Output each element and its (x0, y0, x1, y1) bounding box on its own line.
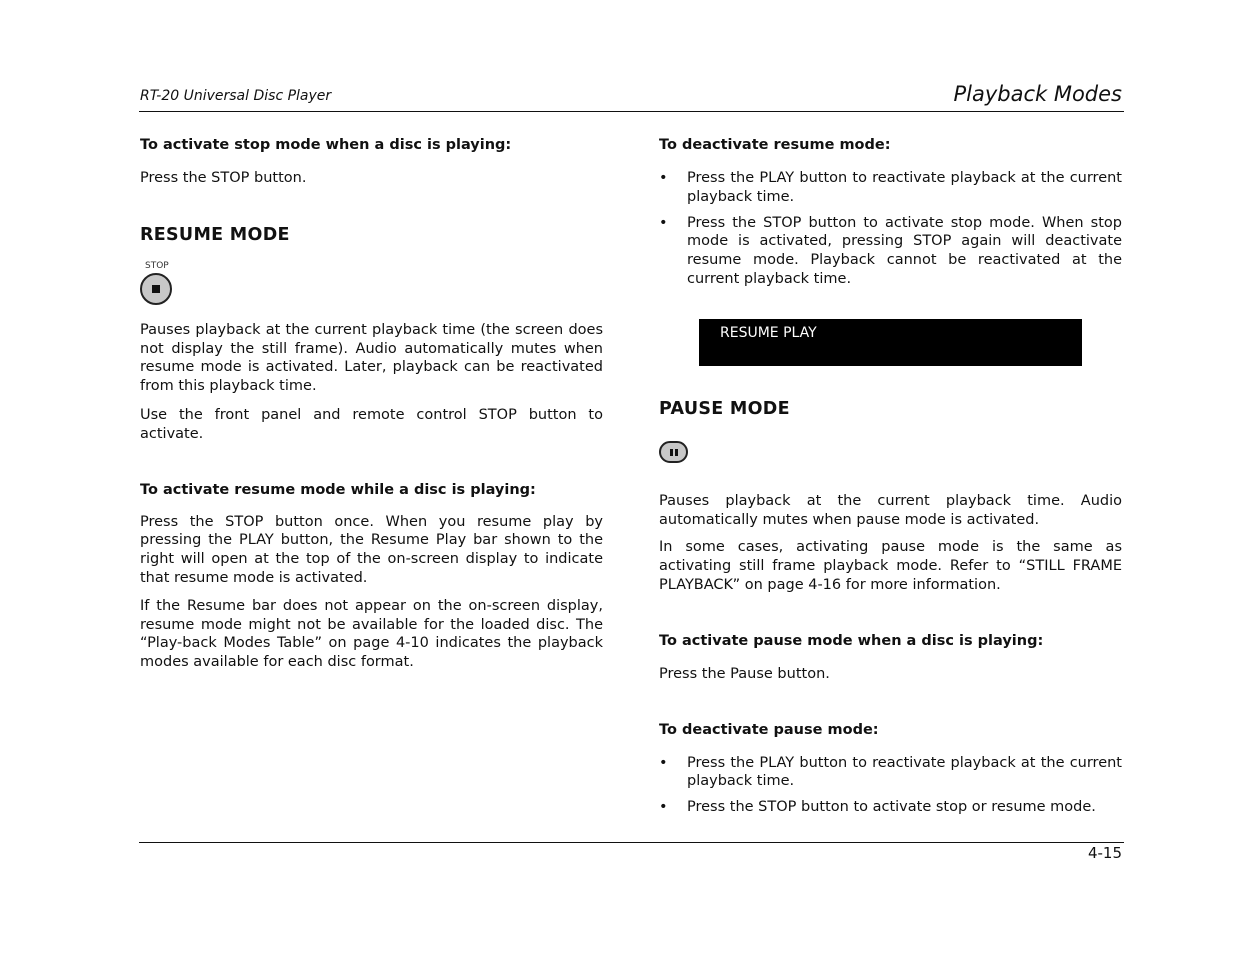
section-title: Playback Modes (953, 82, 1122, 106)
resume-mode-title: RESUME MODE (140, 224, 290, 245)
stop-button-label: STOP (145, 260, 169, 271)
activate-pause-text: Press the Pause button. (659, 665, 830, 682)
resume-note: If the Resume bar does not appear on the on-screen display, resume mode might not be available for the loaded disc. The “Play-back Modes Table” on page 4-10 indicates the playback modes available for each disc format. (140, 597, 603, 671)
deactivate-pause-heading: To deactivate pause mode: (659, 721, 879, 738)
stop-button-figure (140, 261, 603, 313)
bullet-text: Press the PLAY button to reactivate playback at the current playback time. (687, 170, 1122, 205)
pause-description: Pauses playback at the current playback time. Audio automatically mutes when pause mode is activated. (659, 492, 1122, 528)
resume-usage: Use the front panel and remote control STOP button to activate. (140, 406, 603, 442)
bullet: • (659, 214, 668, 231)
pause-icon (659, 441, 688, 463)
bullet-text: Press the STOP button to activate stop mode. When stop mode is activated, pressing STOP again will deactivate resume mode. Playback cannot be reactivated at the current playback time. (687, 214, 1122, 287)
bullet: • (659, 754, 668, 771)
list-item (659, 214, 1122, 289)
pause-mode-title: PAUSE MODE (659, 398, 790, 419)
bullet-text: Press the PLAY button to reactivate playback at the current playback time. (687, 754, 1122, 790)
resume-play-label: RESUME PLAY (720, 324, 817, 341)
bullet-text: Press the STOP button to activate stop or resume mode. (687, 799, 1096, 816)
activate-resume-text: Press the STOP button once. When you resume play by pressing the PLAY button, the Resume Play bar shown to the right will open at the top of the on-screen display to indicate that resume mode is activated. (140, 513, 603, 586)
activate-pause-heading: To activate pause mode when a disc is playing: (659, 632, 1044, 649)
bullet: • (659, 170, 668, 186)
activate-resume-heading: To activate resume mode while a disc is playing: (140, 481, 536, 498)
stop-text: Press the STOP button. (140, 170, 307, 186)
resume-play-bar (699, 319, 1082, 366)
list-item (659, 798, 1122, 817)
deactivate-resume-heading: To deactivate resume mode: (659, 137, 891, 153)
pause-button-figure (659, 441, 1122, 465)
stop-icon (140, 273, 172, 305)
doc-title: RT-20 Universal Disc Player (140, 88, 332, 104)
stop-heading: To activate stop mode when a disc is playing: (140, 137, 512, 153)
footer-rule (139, 842, 1124, 843)
page-number: 4-15 (1087, 844, 1122, 862)
header-rule (139, 111, 1124, 112)
bullet: • (659, 799, 668, 816)
list-item (659, 169, 1122, 207)
resume-description: Pauses playback at the current playback time (the screen does not display the still frame). Audio automatically mutes when resume mode is activated. Later, playback can be reactivated from this playback time. (140, 321, 603, 395)
right-column (659, 136, 1122, 817)
pause-still-frame-note: In some cases, activating pause mode is the same as activating still frame playback mode. Refer to “STILL FRAME PLAYBACK” on page 4-16 for more information. (659, 539, 1122, 593)
list-item (659, 754, 1122, 792)
left-column (140, 136, 603, 672)
